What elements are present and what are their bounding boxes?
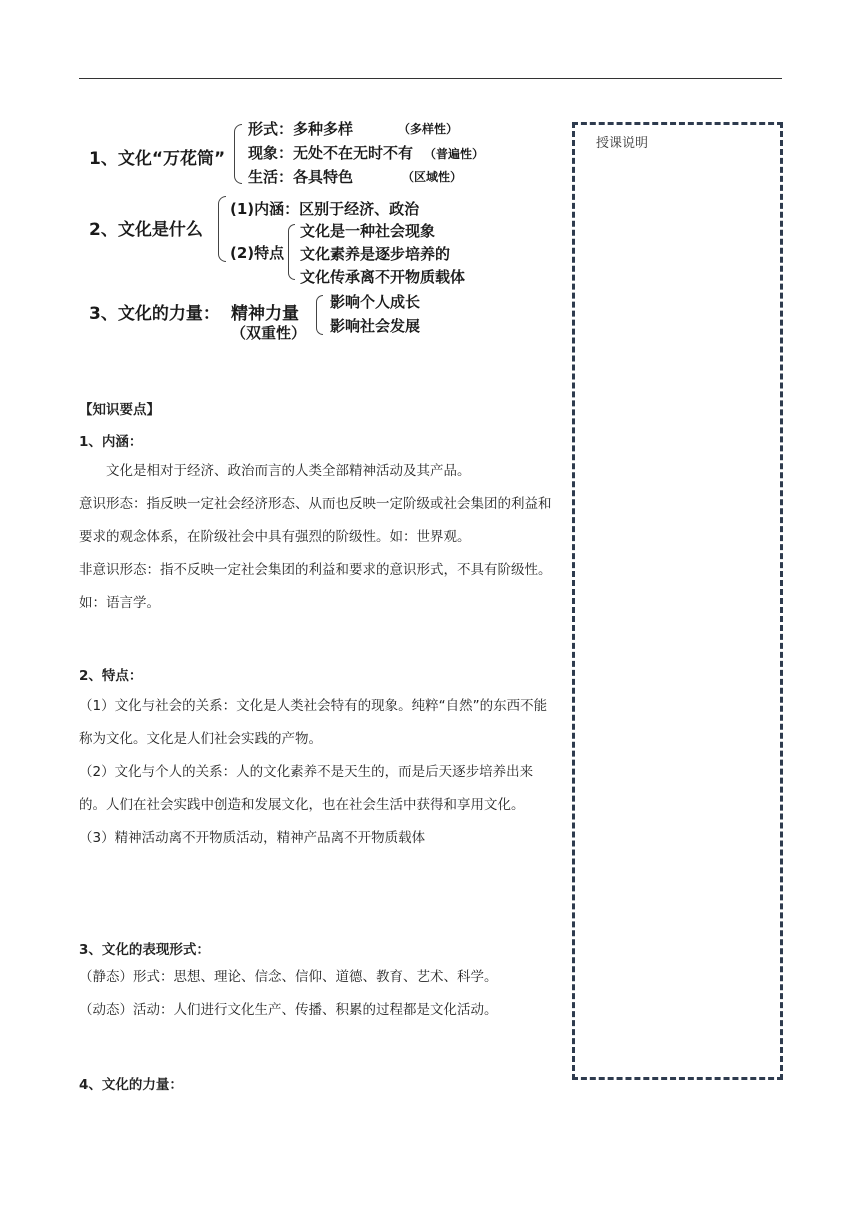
s3-title: 3、文化的表现形式： [79, 942, 210, 958]
header-rule [79, 78, 782, 79]
section-title: 【知识要点】 [79, 402, 160, 418]
outline-item1-tag: （普遍性） [424, 147, 485, 161]
s2-paragraph: （1）文化与社会的关系：文化是人类社会特有的现象。纯粹“自然”的东西不能称为文化。文化是人们社会实践的产物。 [79, 698, 548, 747]
s3-body [79, 961, 559, 1027]
outline-item2-title: 2、文化是什么 [89, 220, 203, 240]
s1-paragraph: 非意识形态：指不反映一定社会集团的利益和要求的意识形式，不具有阶级性。如：语言学。 [79, 562, 552, 611]
s2-paragraph: （2）文化与个人的关系：人的文化素养不是天生的，而是后天逐步培养出来的。人们在社会实践中创造和发展文化，也在社会生活中获得和享用文化。 [79, 764, 534, 813]
s1-paragraph: 意识形态：指反映一定社会经济形态、从而也反映一定阶级或社会集团的利益和要求的观念体系，在阶级社会中具有强烈的阶级性。如：世界观。 [79, 496, 552, 545]
brace-icon [316, 295, 323, 335]
brace-icon [218, 196, 226, 262]
outline-item2-sub2-row: 文化传承离不开物质载体 [300, 268, 466, 286]
outline-item3-note: （双重性） [231, 324, 307, 342]
outline-item1-row: 生活：各具特色 [248, 168, 354, 186]
s2-paragraph: （3）精神活动离不开物质活动，精神产品离不开物质载体 [79, 830, 426, 846]
outline-item3-title: 3、文化的力量： [89, 304, 220, 324]
outline-item2-sub2-label: (2)特点 [230, 244, 285, 262]
outline-item2-sub2-row: 文化是一种社会现象 [300, 222, 436, 240]
s1-title: 1、内涵： [79, 434, 143, 450]
outline-item3-row: 影响社会发展 [330, 317, 421, 335]
outline-item1-title: 1、文化“万花筒” [89, 149, 226, 169]
s2-body [79, 690, 559, 855]
s2-title: 2、特点： [79, 668, 143, 684]
outline-item1-row: 形式：多种多样 [248, 120, 354, 138]
outline-item2-sub2-row: 文化素养是逐步培养的 [300, 245, 451, 263]
brace-icon [288, 224, 295, 280]
teaching-notes-label: 授课说明 [596, 136, 649, 151]
outline-item3-power: 精神力量 [231, 304, 299, 324]
s3-paragraph: （静态）形式：思想、理论、信念、信仰、道德、教育、艺术、科学。 [79, 969, 498, 985]
outline-item1-tag: （区域性） [402, 170, 463, 184]
outline-item1-tag: （多样性） [398, 122, 459, 136]
outline-item2-sub1: (1)内涵：区别于经济、政治 [230, 200, 420, 218]
s1-body [79, 455, 559, 620]
outline-item3-row: 影响个人成长 [330, 293, 421, 311]
teaching-notes-box [572, 122, 783, 1080]
brace-icon [234, 124, 242, 184]
s4-title: 4、文化的力量： [79, 1077, 183, 1093]
s3-paragraph: （动态）活动：人们进行文化生产、传播、积累的过程都是文化活动。 [79, 1002, 498, 1018]
outline-item1-row: 现象：无处不在无时不有 [248, 144, 414, 162]
s1-paragraph: 文化是相对于经济、政治而言的人类全部精神活动及其产品。 [106, 463, 471, 479]
